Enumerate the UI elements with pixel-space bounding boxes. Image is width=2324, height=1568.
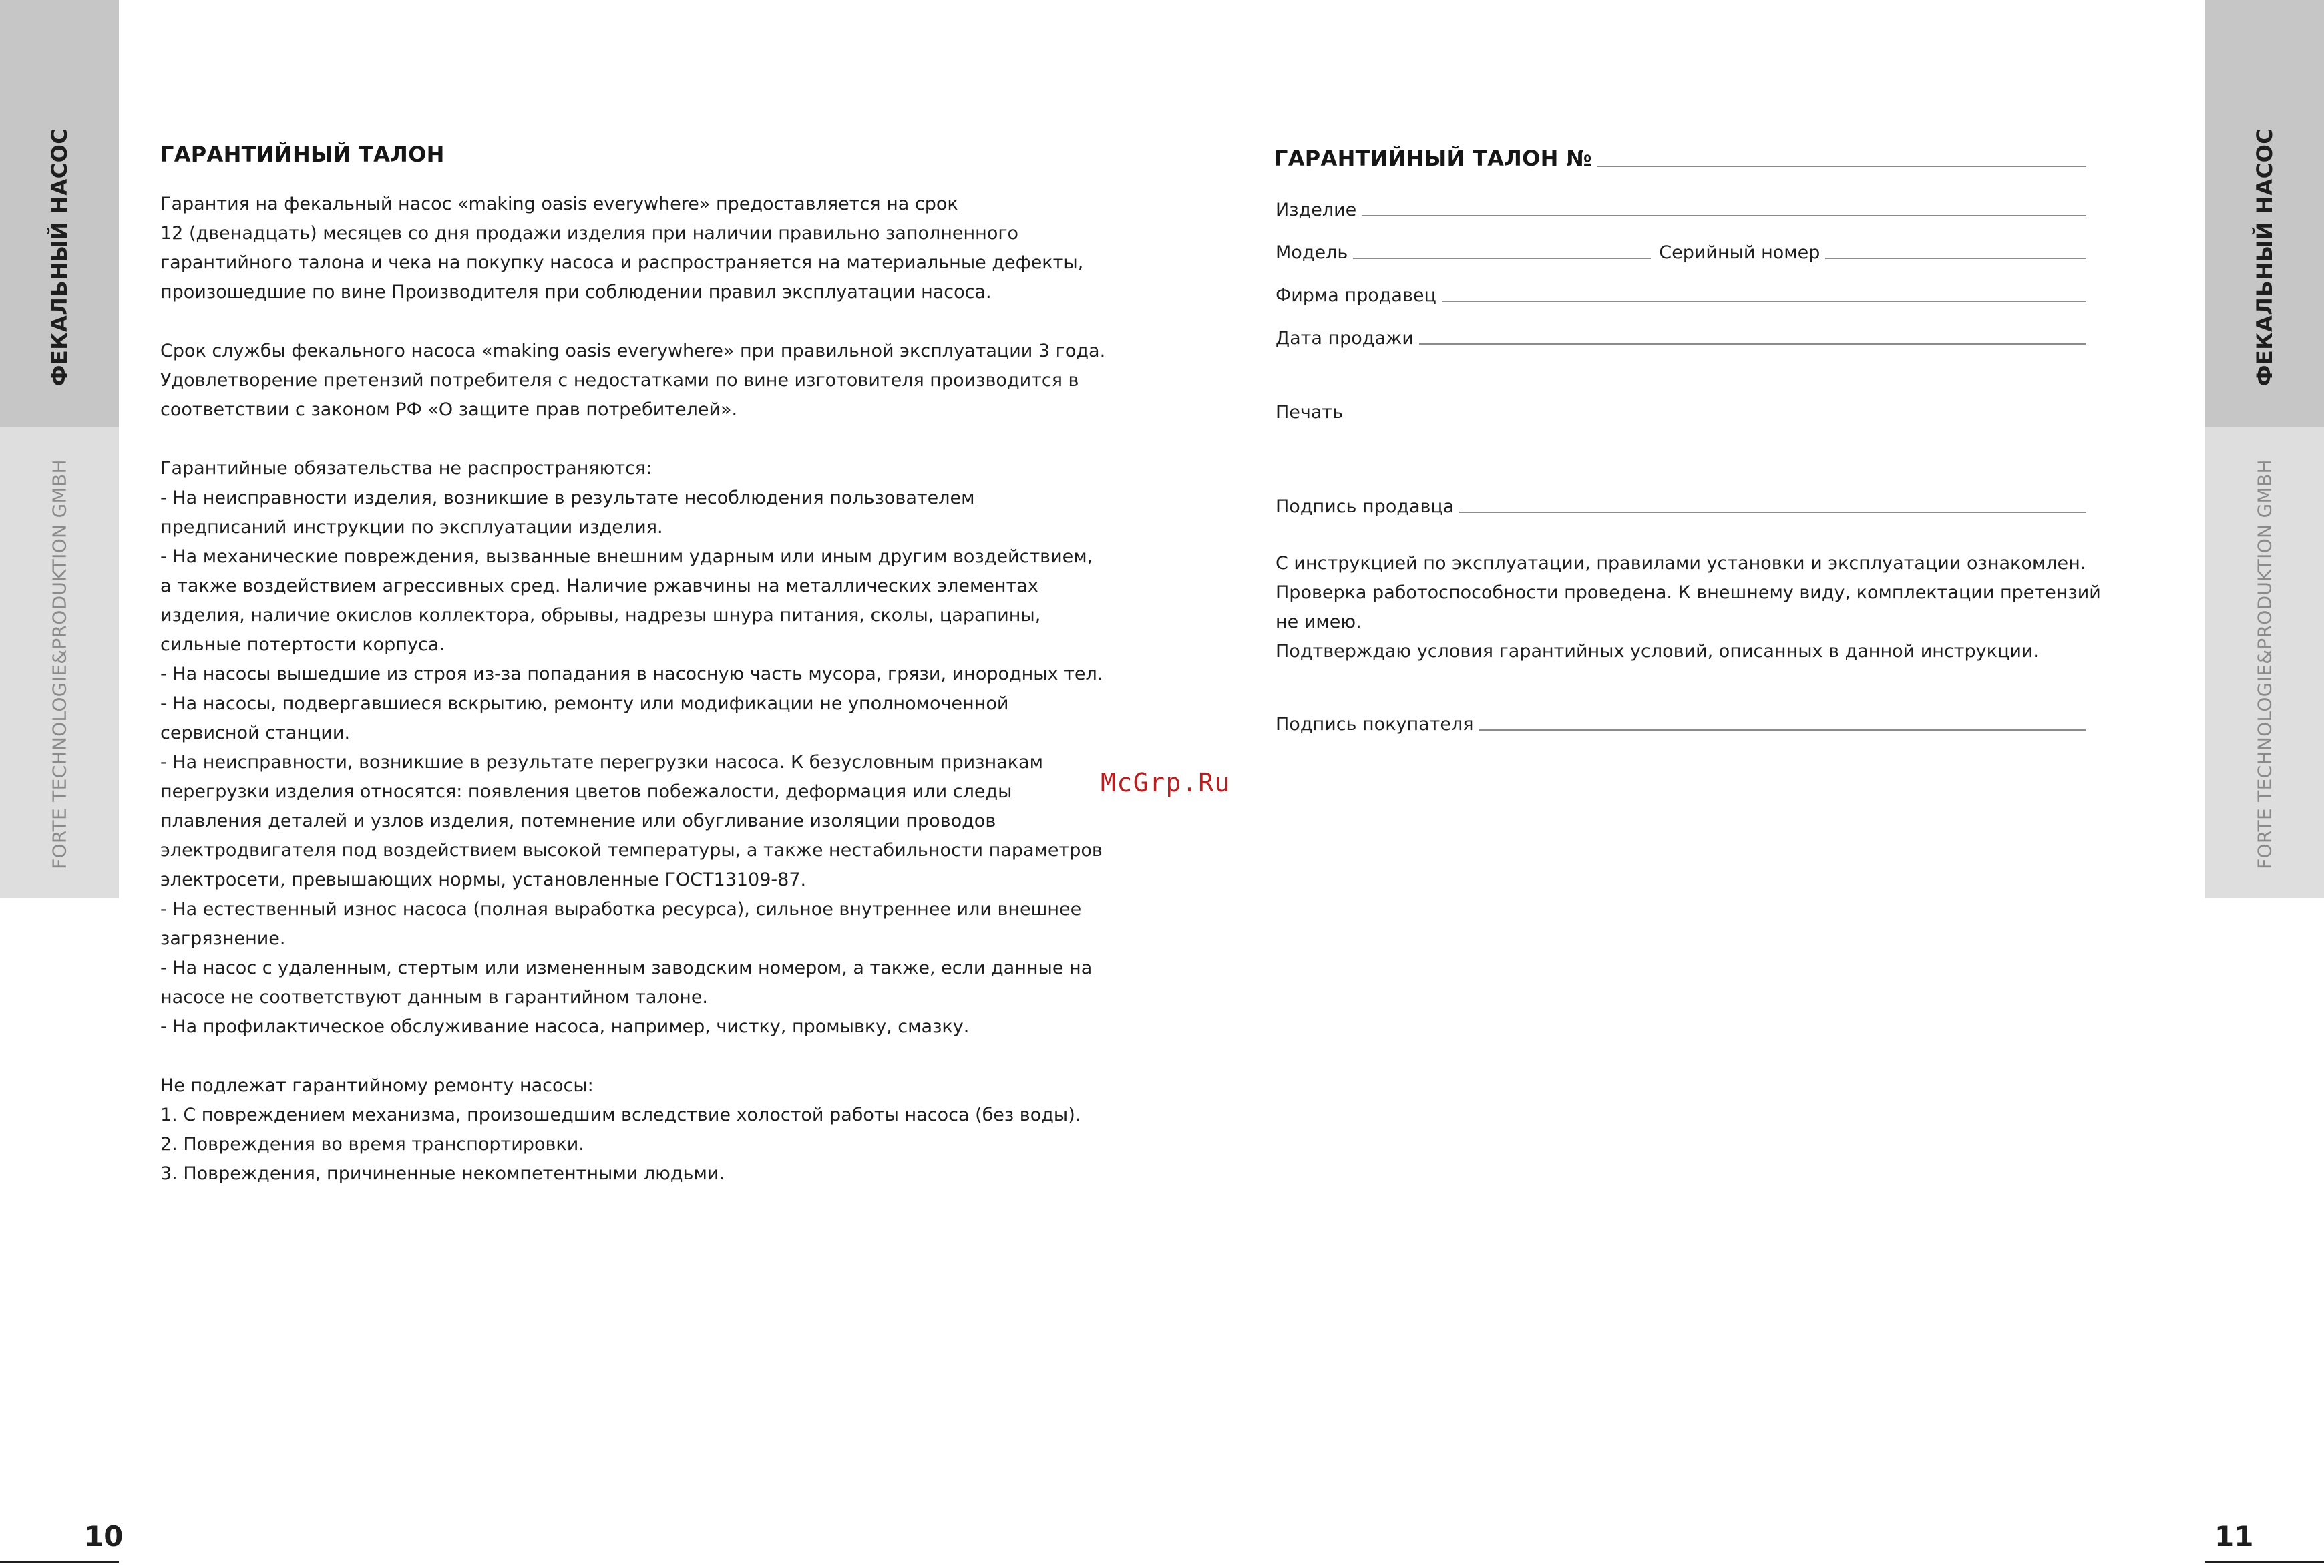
right-page-content [1274, 142, 2101, 748]
text-line: - На насосы вышедшие из строя из-за попадания в насосную часть мусора, грязи, инородных тел. [160, 664, 1103, 684]
field-product [1274, 191, 2086, 220]
seller-signature-line [1459, 512, 2086, 513]
warranty-card-heading-row [1274, 142, 2086, 171]
paragraph [160, 337, 1106, 425]
buyer-signature-line [1479, 729, 2086, 731]
page-number-left: 10 [84, 1520, 124, 1553]
field-model-serial [1274, 234, 2086, 263]
text-line: С инструкцией по эксплуатации, правилами установки и эксплуатации ознакомлен. [1276, 553, 2086, 574]
watermark: McGrp.Ru [1101, 768, 1231, 797]
paragraph [160, 1071, 1095, 1189]
stamp-label: Печать [1276, 402, 1344, 423]
text-line: Не подлежат гарантийному ремонту насосы: [160, 1075, 594, 1096]
field-line-product [1362, 215, 2086, 216]
field-sale-date [1274, 319, 2086, 349]
seller-signature-label: Подпись продавца [1276, 496, 1455, 517]
page-number-right: 11 [2214, 1520, 2254, 1553]
page-title: ГАРАНТИЙНЫЙ ТАЛОН [160, 142, 445, 167]
text-line: - На насосы, подвергавшиеся вскрытию, ремонту или модификации не уполномоченной [160, 693, 1009, 714]
text-line: - На неисправности изделия, возникшие в результате несоблюдения пользователем [160, 487, 975, 508]
field-label-sale-date: Дата продажи [1276, 328, 1414, 349]
text-line: 3. Повреждения, причиненные некомпетентными людьми. [160, 1163, 725, 1184]
field-line-seller-firm [1442, 301, 2086, 302]
left-page-content [160, 142, 1106, 1218]
text-line: изделия, наличие окислов коллектора, обрывы, надрезы шнура питания, сколы, царапины, [160, 605, 1041, 626]
text-line: - На насос с удаленным, стертым или измененным заводским номером, а также, если данные на [160, 958, 1093, 978]
text-line: 1. С повреждением механизма, произошедшим вследствие холостой работы насоса (без воды). [160, 1105, 1081, 1125]
text-line: электродвигателя под воздействием высокой температуры, а также нестабильности параметров [160, 840, 1103, 861]
text-line: загрязнение. [160, 928, 286, 949]
field-label-serial: Серийный номер [1659, 242, 1820, 263]
text-line: плавления деталей и узлов изделия, потемнение или обугливание изоляции проводов [160, 811, 996, 831]
left-sidebar: ФЕКАЛЬНЫЙ НАСОС FORTE TECHNOLOGIE&PRODUKTION GMBH [0, 0, 119, 898]
field-seller-firm [1274, 276, 2086, 306]
buyer-signature-row [1274, 705, 2086, 735]
field-label-product: Изделие [1276, 200, 1357, 220]
text-line: Срок службы фекального насоса «making oasis everywhere» при правильной эксплуатации 3 года. [160, 341, 1106, 361]
text-line: Удовлетворение претензий потребителя с недостатками по вине изготовителя производится в [160, 370, 1079, 391]
text-line: 12 (двенадцать) месяцев со дня продажи изделия при наличии правильно заполненного [160, 223, 1019, 244]
text-line: перегрузки изделия относятся: появления цветов побежалости, деформация или следы [160, 781, 1012, 802]
text-line: предписаний инструкции по эксплуатации изделия. [160, 517, 663, 538]
field-line-model [1353, 258, 1651, 259]
text-line: - На механические повреждения, вызванные внешним ударным или иным другим воздействием, [160, 546, 1093, 567]
text-line: - На неисправности, возникшие в результате перегрузки насоса. К безусловным признакам [160, 752, 1043, 773]
right-sidebar: ФЕКАЛЬНЫЙ НАСОС FORTE TECHNOLOGIE&PRODUKTION GMBH [2205, 0, 2324, 898]
text-line: Гарантийные обязательства не распространяются: [160, 458, 652, 479]
field-line-sale-date [1419, 343, 2086, 345]
text-line: сервисной станции. [160, 723, 351, 743]
warranty-terms [160, 190, 1106, 1189]
text-line: сильные потертости корпуса. [160, 634, 445, 655]
text-line: произошедшие по вине Производителя при соблюдении правил эксплуатации насоса. [160, 282, 992, 303]
text-line: а также воздействием агрессивных сред. Наличие ржавчины на металлических элементах [160, 576, 1038, 596]
text-line: 2. Повреждения во время транспортировки. [160, 1134, 584, 1155]
warranty-number-line [1597, 166, 2086, 167]
paragraph [160, 454, 1103, 1042]
text-line: соответствии с законом РФ «О защите прав потребителей». [160, 399, 738, 420]
seller-signature-row [1274, 487, 2086, 517]
paragraph [160, 190, 1095, 307]
field-line-serial [1825, 258, 2086, 259]
buyer-consent-text [1274, 549, 2101, 666]
text-line: Гарантия на фекальный насос «making oasis everywhere» предоставляется на срок [160, 194, 958, 214]
text-line: Подтверждаю условия гарантийных условий, описанных в данной инструкции. [1276, 641, 2040, 662]
text-line: Проверка работоспособности проведена. К внешнему виду, комплектации претензий [1276, 582, 2101, 603]
buyer-signature-label: Подпись покупателя [1276, 714, 1474, 735]
text-line: - На профилактическое обслуживание насоса, например, чистку, промывку, смазку. [160, 1016, 970, 1037]
page-number-rule-left [0, 1561, 119, 1563]
text-line: гарантийного талона и чека на покупку насоса и распространяется на материальные дефекты, [160, 252, 1084, 273]
text-line: электросети, превышающих нормы, установленные ГОСТ13109-87. [160, 869, 807, 890]
text-line: не имею. [1276, 612, 1362, 632]
warranty-card-title: ГАРАНТИЙНЫЙ ТАЛОН № [1274, 146, 1592, 171]
field-label-seller-firm: Фирма продавец [1276, 285, 1436, 306]
text-line: насосе не соответствуют данным в гарантийном талоне. [160, 987, 709, 1008]
field-label-model: Модель [1276, 242, 1348, 263]
page-number-rule-right [2205, 1561, 2324, 1563]
text-line: - На естественный износ насоса (полная выработка ресурса), сильное внутреннее или внешнее [160, 899, 1082, 920]
